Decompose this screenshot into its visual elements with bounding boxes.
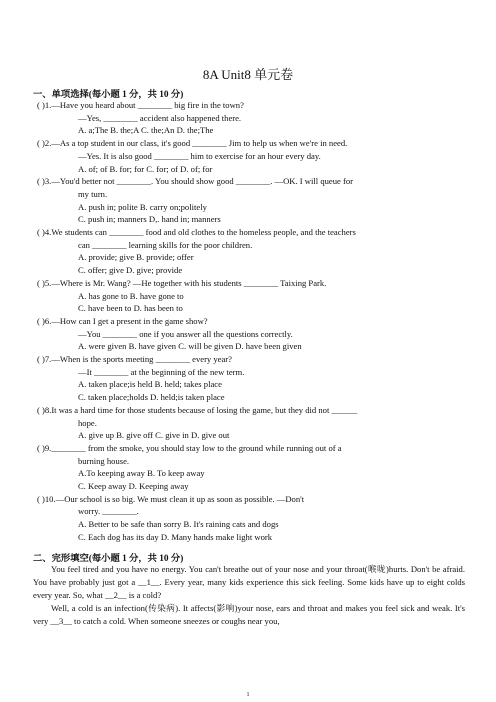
- page-number: 1: [246, 692, 250, 698]
- question-line: A. give up B. give off C. give in D. give out: [78, 430, 230, 441]
- passage-paragraph-2: Well, a cold is an infection(传染病). It affects(影响)your nose, ears and throat and makes you feel sick and weak. It's very __3__ to catch a cold. When someone sneezes or coughs near you,: [33, 603, 465, 626]
- question-line: ( )8.It was a hard time for those students because of losing the game, but they did not ______: [37, 404, 358, 415]
- question-line: ( )4.We students can ________ food and old clothes to the homeless people, and the teachers: [37, 227, 356, 237]
- question-line: A. a;The B. the;A C. the;An D. the;The: [78, 125, 214, 136]
- question-line: A. taken place;is held B. held; takes place: [78, 379, 222, 390]
- passage-paragraph-1: You feel tired and you have no energy. You can't breathe out of your nose and your throat(喉咙)hurts. Don't be afraid. You have probably just got a __1__. Every year, many kids experience this sick feeling. Some kids have up to eight colds every year. So, what __2__ is a cold?: [33, 564, 465, 600]
- section-heading-1: 一、单项选择(每小题 1 分，共 10 分): [33, 90, 184, 100]
- question-line: C. taken place;holds D. held;is taken place: [78, 392, 225, 403]
- question-line: A.To keeping away B. To keep away: [78, 468, 205, 479]
- question-line: can ________ learning skills for the poor children.: [78, 239, 253, 250]
- question-line: C. push in; manners D,. hand in; manners: [78, 214, 221, 225]
- question-line: burning house.: [78, 455, 130, 466]
- question-line: —Yes. It is also good ________ him to exercise for an hour every day.: [78, 150, 321, 161]
- question-line: worry. ________.: [78, 506, 139, 517]
- page-title: 8A Unit8 单元卷: [202, 67, 294, 82]
- question-line: C. offer; give D. give; provide: [78, 265, 183, 276]
- question-line: ( )3.—You'd better not ________. You should show good ________. —OK. I will queue for: [37, 176, 354, 187]
- question-line: ( )1.—Have you heard about ________ big fire in the town?: [37, 100, 244, 110]
- question-line: ( )7.—When is the sports meeting ________ every year?: [37, 354, 232, 364]
- question-line: —It ________ at the beginning of the new term.: [78, 366, 245, 377]
- question-line: ( )6.—How can I get a present in the game show?: [37, 315, 208, 326]
- question-line: A. push in; polite B. carry on;politely: [78, 201, 207, 212]
- question-line: ( )9.________ from the smoke, you should stay low to the ground while running out of a: [37, 442, 342, 453]
- question-line: A. were given B. have given C. will be given D. have been given: [78, 341, 302, 352]
- question-line: A. of; of B. for; for C. for; of D. of; for: [78, 163, 213, 174]
- question-line: —Yes, ________ accident also happened there.: [78, 112, 242, 123]
- question-line: A. provide; give B. provide; offer: [78, 252, 194, 263]
- question-line: A. has gone to B. have gone to: [78, 290, 184, 301]
- question-line: —You ________ one if you answer all the questions correctly.: [78, 328, 293, 339]
- question-line: ( )5.—Where is Mr. Wang? —He together with his students ________ Taixing Park.: [37, 277, 327, 288]
- question-line: ( )10.—Our school is so big. We must clean it up as soon as possible. —Don't: [37, 493, 305, 504]
- question-line: ( )2.—As a top student in our class, it's good ________ Jim to help us when we're in need.: [37, 138, 348, 149]
- question-line: C. Each dog has its day D. Many hands make light work: [78, 531, 273, 542]
- question-line: hope.: [78, 417, 97, 428]
- question-line: my turn.: [78, 188, 108, 199]
- question-line: C. Keep away D. Keeping away: [78, 481, 189, 491]
- question-line: C. have been to D. has been to: [78, 303, 183, 314]
- question-line: A. Better to be safe than sorry B. It's raining cats and dogs: [78, 519, 279, 530]
- section-heading-2: 二、完形填空(每小题 1 分，共 10 分): [33, 554, 184, 564]
